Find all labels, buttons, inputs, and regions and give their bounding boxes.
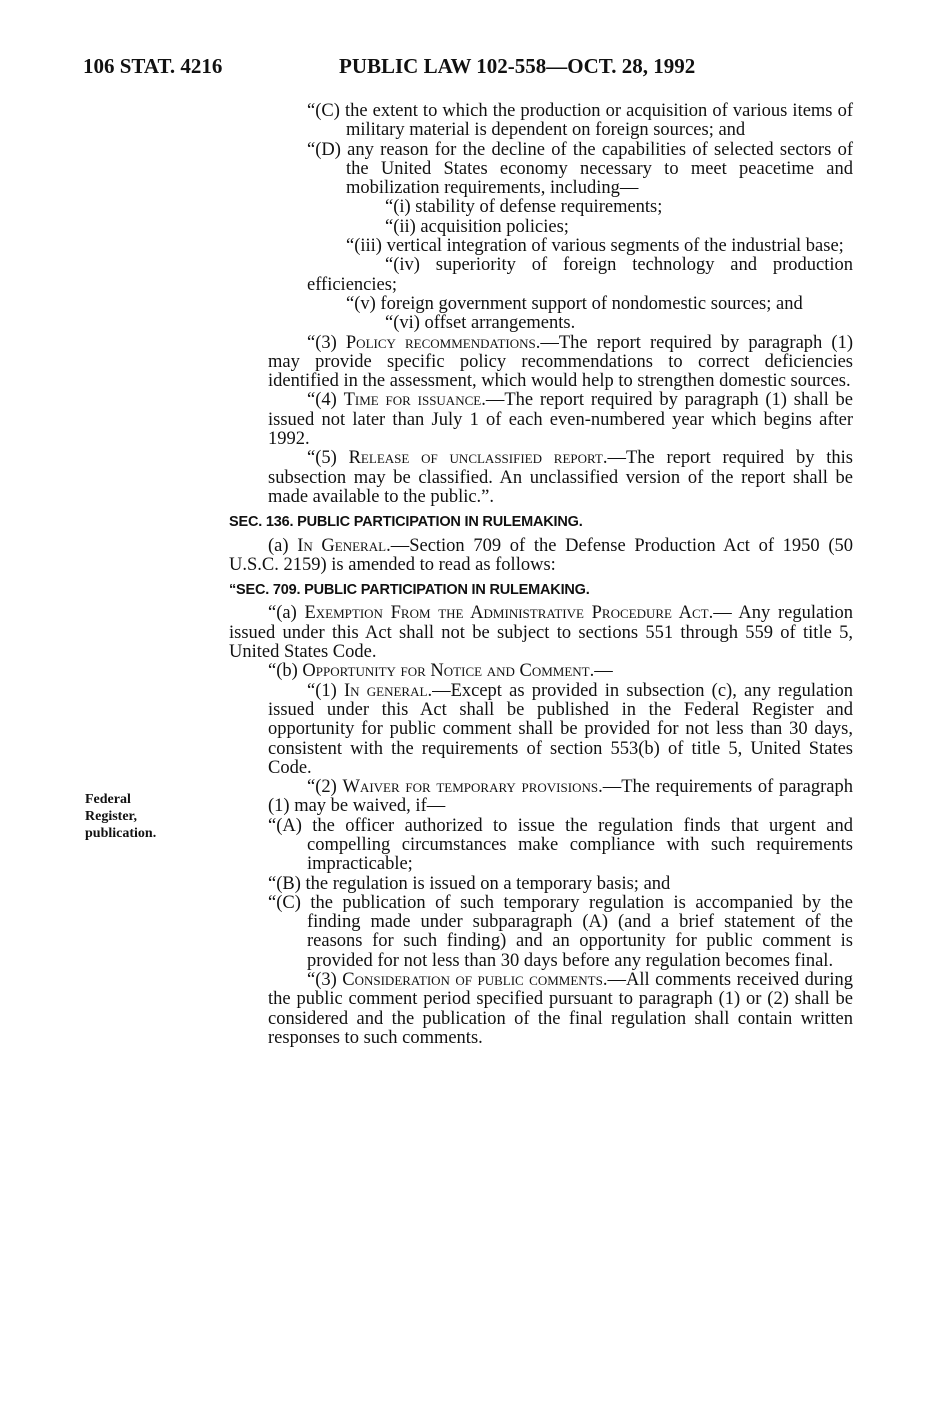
paragraph-heading: Opportunity for Notice and Comment <box>302 661 590 682</box>
subsection-a-exemption <box>229 604 853 662</box>
paragraph-heading: Consideration of public comments <box>342 970 603 991</box>
paragraph-number: “(b) <box>268 661 303 682</box>
paragraph-text: .—Section 709 of the Defense Production Act of 1950 (50 U.S.C. 2159) is amended to read as follows: <box>229 535 853 575</box>
subsection-a-general <box>229 537 853 576</box>
paragraph-b3-consideration <box>229 971 853 1048</box>
paragraph-heading: Exemption From the Administrative Procedure Act <box>304 603 709 624</box>
paragraph-heading: Policy recommendations <box>345 332 536 353</box>
paragraph-5-release <box>229 449 853 507</box>
margin-note-line: Register, <box>85 809 137 824</box>
paragraph-number: “(3) <box>307 332 346 353</box>
paragraph-text: .—Except as provided in subsection (c), any regulation issued under this Act shall be published in the Federal Register and opportunity for public comment shall be provided for not less than 30 days, consistent with the requirements of section 553(b) of title 5, United States Code. <box>268 680 853 778</box>
paragraph-heading: Waiver for temporary provisions <box>342 777 599 798</box>
section-709-heading: “SEC. 709. PUBLIC PARTICIPATION IN RULEMAKING. <box>229 582 590 599</box>
paragraph-text: .—The report required by paragraph (1) may provide specific policy recommendations to correct deficiencies identified in the assessment, which would help to strengthen domestic sources. <box>268 332 853 392</box>
clause-b2-a: “(A) the officer authorized to issue the regulation finds that urgent and compelling circumstances make compliance with such requirements impracticable; <box>268 815 853 875</box>
paragraph-number: “(a) <box>268 603 305 624</box>
paragraph-text: .—The requirements of paragraph (1) may be waived, if— <box>268 777 853 817</box>
paragraph-heading: In General <box>297 535 387 556</box>
paragraph-text: .—The report required by this subsection may be classified. An unclassified version of the report shall be made available to the public.”. <box>268 448 853 507</box>
paragraph-text: .—The report required by paragraph (1) shall be issued not later than July 1 of each even-numbered year which begins after 1992. <box>268 390 853 450</box>
item-iv: “(iv) superiority of foreign technology and production efficiencies; <box>307 255 853 295</box>
paragraph-number: “(5) <box>307 448 349 469</box>
paragraph-number: “(4) <box>307 390 344 411</box>
paragraph-text: .—All comments received during the public comment period specified pursuant to paragraph (1) or (2) shall be considered and the publication of the final regulation shall contain written responses to such comments. <box>268 970 853 1048</box>
clause-d-reason: “(D) any reason for the decline of the capabilities of selected sectors of the United States economy necessary to meet peacetime and mobilization requirements, including— <box>307 139 853 199</box>
paragraph-heading: Time for issuance <box>343 390 482 411</box>
paragraph-3-policy <box>229 334 853 392</box>
clause-c-extent: “(C) the extent to which the production or acquisition of various items of military material is dependent on foreign sources; and <box>307 101 853 141</box>
paragraph-4-time <box>229 391 853 449</box>
paragraph-number: “(2) <box>307 777 343 798</box>
page-number-header: 106 STAT. 4216 <box>83 54 223 78</box>
paragraph-b1-general <box>229 682 853 778</box>
item-v: “(v) foreign government support of nondomestic sources; and <box>346 293 803 314</box>
public-law-header: PUBLIC LAW 102-558—OCT. 28, 1992 <box>339 54 696 78</box>
item-iii: “(iii) vertical integration of various segments of the industrial base; <box>346 236 844 257</box>
margin-note-line: publication. <box>85 826 157 841</box>
clause-b2-b: “(B) the regulation is issued on a temporary basis; and <box>268 873 671 894</box>
paragraph-text: .— Any regulation issued under this Act shall not be subject to sections 551 through 559 of title 5, United States Code. <box>229 603 853 663</box>
item-i: “(i) stability of defense requirements; <box>385 197 663 218</box>
paragraph-number: “(3) <box>307 970 343 991</box>
paragraph-b2-waiver <box>229 778 853 817</box>
paragraph-heading: Release of unclassified report <box>348 448 603 469</box>
paragraph-text: .— <box>589 661 613 682</box>
paragraph-heading: In general <box>344 680 428 701</box>
item-ii: “(ii) acquisition policies; <box>385 216 569 237</box>
subsection-b-notice <box>229 662 853 681</box>
paragraph-number: (a) <box>268 535 298 556</box>
margin-note <box>85 791 156 842</box>
paragraph-number: “(1) <box>307 680 344 701</box>
body-text <box>229 102 853 1048</box>
item-vi: “(vi) offset arrangements. <box>385 313 576 334</box>
section-136-heading: SEC. 136. PUBLIC PARTICIPATION IN RULEMAKING. <box>229 514 583 531</box>
margin-note-line: Federal <box>85 792 131 807</box>
clause-b2-c: “(C) the publication of such temporary regulation is accompanied by the finding made under subparagraph (A) (and a brief statement of the reasons for such finding) and an opportunity for public comment is provided for not less than 30 days before any regulation becomes final. <box>268 892 853 971</box>
